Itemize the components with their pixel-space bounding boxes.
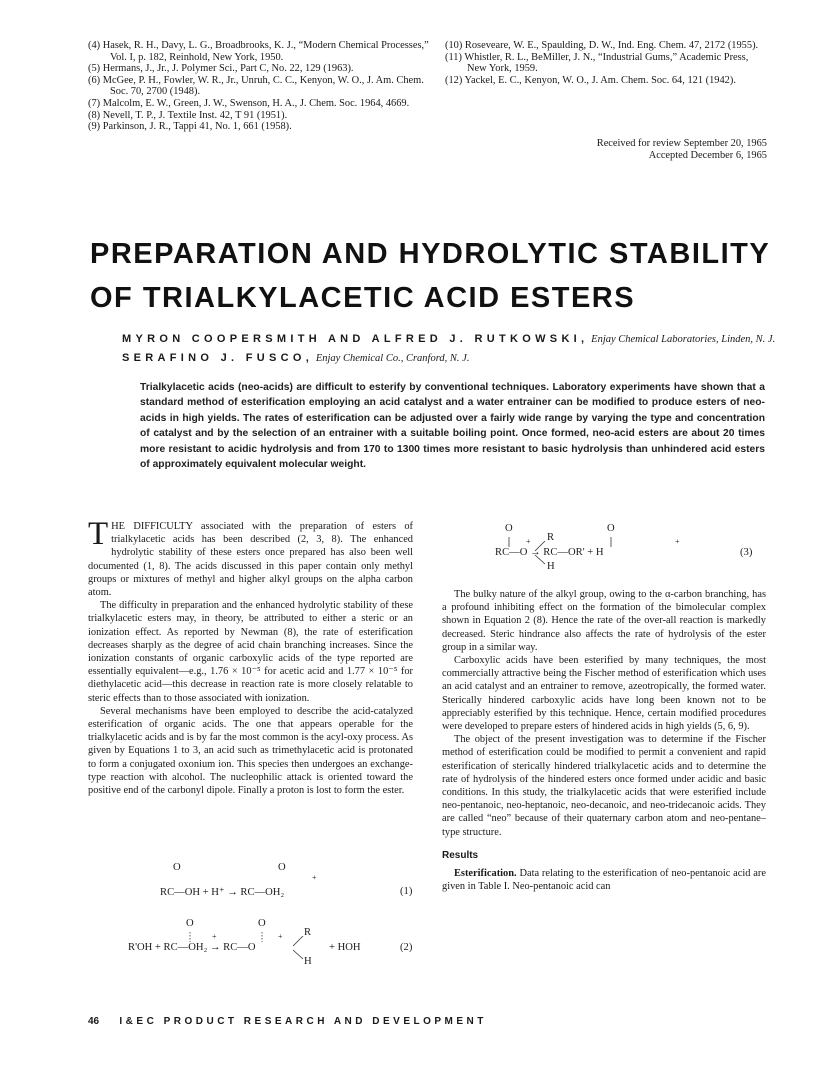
equation-oxygen: O — [258, 918, 266, 929]
equation-number: (1) — [400, 886, 413, 897]
references-left — [88, 40, 433, 133]
equation-oxygen: O — [173, 862, 181, 873]
equation-text: + HOH — [329, 942, 361, 953]
author-affiliation: Enjay Chemical Co., Cranford, N. J. — [315, 353, 470, 364]
author-names: SERAFINO J. FUSCO, — [122, 352, 314, 364]
author-names: MYRON COOPERSMITH AND ALFRED J. RUTKOWSKI, — [122, 333, 589, 345]
article-title — [90, 232, 790, 320]
equation-2 — [128, 918, 418, 970]
equation-group: R — [547, 532, 555, 543]
paragraph: Several mechanisms have been employed to describe the acid-catalyzed esterification of organic acids. The one that appears operable for the trialkylacetic acids and is by far the most common is the acyl-oxy process. As given by Equations 1 to 3, an acid such as trimethylacetic acid is protonated to form a conjugated oxonium ion. This species then undergoes an exchange-type reaction with alcohol. The nucleophilic attack is oriented toward the positive end of the carbonyl dipole. Finally a proton is lost to form the ester. — [88, 705, 413, 797]
paragraph: The difficulty in preparation and the enhanced hydrolytic stability of these trialkylacetic esters may, in theory, be attributed to either a steric or an ionization effect. As reported by Newman (8), the rate of esterification decreases sharply as the degree of acid chain branching increases. Since the ionization constants of organic carboxylic acids of the type reported are essentially equivalent—e.g., 1.76 × 10⁻⁵ for acetic acid and 1.77 × 10⁻⁵ for diethylacetic acid—this decrease in reaction rate is more closely relatable to steric effects than to those associated with ionization. — [88, 600, 413, 704]
abstract: Trialkylacetic acids (neo-acids) are difficult to esterify by conventional techniques. Laboratory experiments have shown that a standard method of esterification employing an acid catalyst and a water entrainer can be modified to produce esters of neo-acids in high yields. The rates of esterification can be adjusted over a fairly wide range by varying the type and concentration of catalyst and by the selection of an entrainer with a suitable boiling point. Once formed, neo-acid esters are about 20 times more resistant to acidic hydrolysis and from 170 to 1300 times more resistant to basic hydrolysis than unhindered acid esters of approximately equivalent molecular weight. — [140, 382, 765, 471]
reference-item: (9) Parkinson, J. R., Tappi 41, No. 1, 661 (1958). — [88, 121, 292, 133]
reference-item: (6) McGee, P. H., Fowler, W. R., Jr., Unruh, C. C., Kenyon, W. O., J. Am. Chem. Soc. 70, 2700 (1948). — [88, 74, 424, 98]
author-line-1 — [122, 333, 775, 345]
submission-dates — [597, 138, 767, 161]
equation-group: R — [304, 927, 312, 938]
reference-item: (10) Roseveare, W. E., Spaulding, D. W., Ind. Eng. Chem. 47, 2172 (1955). — [445, 40, 759, 51]
paragraph-text: Data relating to the esterification of neo-pentanoic acid are given in Table I. Neo-pentanoic acid can — [442, 868, 766, 893]
bond-lines — [128, 918, 418, 970]
equation-oxygen: O — [607, 523, 615, 534]
equation-3 — [495, 523, 767, 575]
paragraph: Carboxylic acids have been esterified by many techniques, the most commercially attractive being the Fischer method of esterification which uses an acid catalyst and an entrainer to remove, azeotropically, the formed water. Sterically hindered carboxylic acids have long been known not to be appreciably esterified by this technique. Hence, certain modified procedures were developed to prepare esters of hindered acids in high yields (5, 6, 9). — [442, 655, 766, 733]
references-right — [445, 40, 770, 86]
drop-cap: T — [88, 516, 109, 552]
bond-lines — [495, 523, 767, 575]
paragraph-text: HE DIFFICULTY associated with the preparation of esters of trialkylacetic acids has been described (2, 3, 8). The enhanced hydrolytic stability of these esters once prepared has also been well documented (1, 8). The acids discussed in this paper contain only methyl groups or mixtures of methyl and higher alkyl groups on the alpha carbon atom. — [88, 521, 413, 599]
right-column — [442, 588, 766, 893]
author-affiliation: Enjay Chemical Laboratories, Linden, N. J. — [591, 334, 776, 345]
equation-number: (3) — [740, 547, 753, 558]
equation-charge: + — [675, 537, 680, 546]
accepted-date: Accepted December 6, 1965 — [648, 149, 767, 161]
reference-item: (11) Whistler, R. L., BeMiller, J. N., “Industrial Gums,” Academic Press, New York, 1959. — [445, 51, 749, 75]
equation-charge: + — [278, 932, 283, 941]
title-line-1: PREPARATION AND HYDROLYTIC STABILITY — [90, 238, 771, 270]
journal-name: I&EC PRODUCT RESEARCH AND DEVELOPMENT — [119, 1016, 487, 1027]
equation-group: H — [547, 561, 555, 572]
equation-oxygen: O — [186, 918, 194, 929]
paragraph: The object of the present investigation was to determine if the Fischer method of esterification could be modified to permit a convenient and rapid esterification of sterically hindered trialkylacetic acids and to determine the rate of hydrolysis of the hindered esters once formed under acidic and basic conditions. In this study, the trialkylacetic acids that were esterified include neo-pentanoic, neo-heptanoic, neo-decanoic, and neo-tridecanoic acids. They are called “neo” because of their quaternary carbon atom and neo-pentane–type structure. — [442, 734, 766, 838]
equation-charge: + — [212, 932, 217, 941]
section-heading-results: Results — [442, 849, 479, 861]
paragraph: The bulky nature of the alkyl group, owing to the α-carbon branching, has a profound inhibiting effect on the formation of the bimolecular complex shown in Equation 2 (8). Hence the rate of the over-all reaction is markedly decreased. Steric hindrance also affects the rate of hydrolysis of the ester group in a similar way. — [442, 589, 766, 653]
equation-oxygen: O — [278, 862, 286, 873]
subsection-heading: Esterification. — [454, 868, 517, 880]
equation-number: (2) — [400, 942, 413, 953]
equation-text: R'OH + RC—OH₂ → RC—O — [128, 942, 256, 953]
equation-1 — [160, 862, 418, 902]
author-line-2 — [122, 352, 469, 364]
equation-oxygen: O — [505, 523, 513, 534]
received-date: Received for review September 20, 1965 — [596, 138, 767, 149]
equation-text: RC—OH + H⁺ → RC—OH₂ — [160, 887, 285, 898]
page-number: 46 — [88, 1016, 100, 1027]
left-column — [88, 516, 413, 797]
title-line-2: OF TRIALKYLACETIC ACID ESTERS — [90, 282, 636, 314]
paragraph — [442, 867, 766, 893]
page-footer — [88, 1016, 487, 1027]
reference-item: (7) Malcolm, E. W., Green, J. W., Swenson, H. A., J. Chem. Soc. 1964, 4669. — [88, 97, 410, 109]
reference-item: (4) Hasek, R. H., Davy, L. G., Broadbrooks, K. J., “Modern Chemical Processes,” Vol. I, p. 182, Reinhold, New York, 1950. — [88, 40, 429, 63]
reference-item: (12) Yackel, E. C., Kenyon, W. O., J. Am. Chem. Soc. 64, 121 (1942). — [445, 74, 736, 86]
equation-group: H — [304, 956, 312, 967]
equation-charge: + — [312, 873, 317, 882]
reference-item: (5) Hermans, J., Jr., J. Polymer Sci., Part C, No. 22, 129 (1963). — [88, 63, 354, 75]
equation-charge: + — [526, 537, 531, 546]
reference-item: (8) Nevell, T. P., J. Textile Inst. 42, T 91 (1951). — [88, 109, 288, 121]
equation-text: RC—O → RC—OR' + H — [495, 547, 604, 558]
intro-paragraph — [88, 516, 413, 599]
